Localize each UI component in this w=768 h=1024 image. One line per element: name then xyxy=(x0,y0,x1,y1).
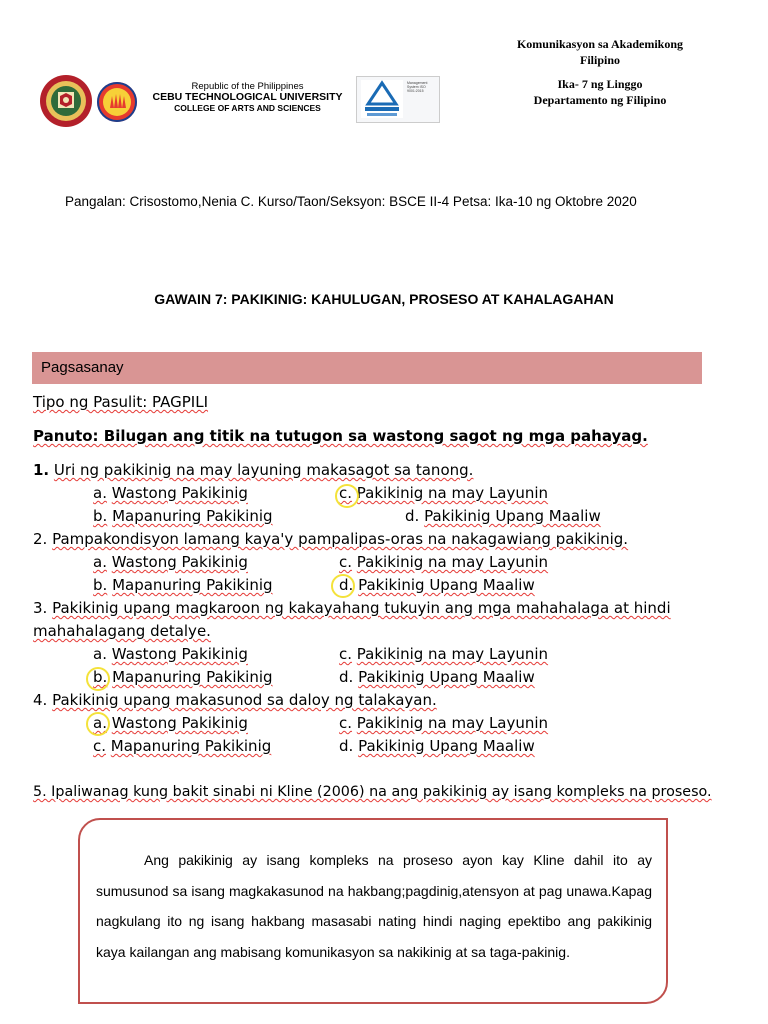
question-3: 3. Pakikinig upang magkaroon ng kakayahang tukuyin ang mga mahahalaga at hindi xyxy=(33,599,671,617)
asean-emblem-icon xyxy=(96,81,138,123)
certification-text: Management System ISO 9001:2015 xyxy=(407,81,428,94)
q1-option-b[interactable]: b. Mapanuring Pakikinig xyxy=(93,507,273,525)
q3-option-b[interactable]: b. Mapanuring Pakikinig xyxy=(93,668,273,686)
tuv-certification-icon xyxy=(361,80,403,118)
q1-option-d[interactable]: d. Pakikinig Upang Maaliw xyxy=(405,507,601,525)
department-label: Departamento ng Filipino xyxy=(533,93,667,107)
instructions: Panuto: Bilugan ang titik na tutugon sa wastong sagot ng mga pahayag. xyxy=(33,427,648,445)
university-block xyxy=(140,81,355,114)
section-header-bar xyxy=(32,352,702,384)
course-title-line2: Filipino xyxy=(579,53,620,67)
college-name: COLLEGE OF ARTS AND SCIENCES xyxy=(174,103,321,113)
q4-option-a[interactable]: a. Wastong Pakikinig xyxy=(93,714,248,732)
q2-option-a[interactable]: a. Wastong Pakikinig xyxy=(93,553,248,571)
q3-answer-circle xyxy=(86,667,110,691)
question-3-continued: mahahalagang detalye. xyxy=(33,622,211,640)
q1-option-a[interactable]: a. Wastong Pakikinig xyxy=(93,484,248,502)
answer-box xyxy=(78,818,668,1004)
student-info: Pangalan: Crisostomo,Nenia C. Kurso/Taon/Seksyon: BSCE II-4 Petsa: Ika-10 ng Oktobre 2020 xyxy=(65,194,637,209)
question-4: 4. Pakikinig upang makasunod sa daloy ng talakayan. xyxy=(33,691,437,709)
q2-option-d[interactable]: d. Pakikinig Upang Maaliw xyxy=(339,576,535,594)
republic-label: Republic of the Philippines xyxy=(191,81,304,92)
course-title-line1: Komunikasyon sa Akademikong xyxy=(516,37,684,51)
q2-option-c[interactable]: c. Pakikinig na may Layunin xyxy=(339,553,549,571)
q4-option-c[interactable]: c. Pakikinig na may Layunin xyxy=(339,714,549,732)
course-header xyxy=(480,36,720,108)
q4-option-b[interactable]: c. Mapanuring Pakikinig xyxy=(93,737,272,755)
test-type: Tipo ng Pasulit: PAGPILI xyxy=(33,393,209,411)
q4-option-d[interactable]: d. Pakikinig Upang Maaliw xyxy=(339,737,535,755)
section-title: Pagsasanay xyxy=(41,359,124,376)
question-5: 5. Ipaliwanag kung bakit sinabi ni Kline (2006) na ang pakikinig ay isang kompleks na proseso. xyxy=(33,784,712,800)
iso-certification-badge xyxy=(356,76,440,123)
q3-option-c[interactable]: c. Pakikinig na may Layunin xyxy=(339,645,549,663)
q3-option-a[interactable]: a. Wastong Pakikinig xyxy=(93,645,248,663)
question-1: 1. Uri ng pakikinig na may layuning makasagot sa tanong. xyxy=(33,461,474,479)
q4-answer-circle xyxy=(86,712,110,736)
q3-option-d[interactable]: d. Pakikinig Upang Maaliw xyxy=(339,668,535,686)
answer-text: Ang pakikinig ay isang kompleks na proseso ayon kay Kline dahil ito ay sumusunod sa isang magkakasunod na hakbang;pagdinig,atensyon at pag unawa.Kapag nagkulang ito ng isang hakbang masasabi nating hindi naging epektibo ang pakikinig kaya kailangan ang mabisang komunikasyon sa nakikinig at sa taga-pakinig. xyxy=(96,852,652,960)
q2-option-b[interactable]: b. Mapanuring Pakikinig xyxy=(93,576,273,594)
ctu-seal-icon xyxy=(39,74,93,128)
activity-title: GAWAIN 7: PAKIKINIG: KAHULUGAN, PROSESO AT KAHALAGAHAN xyxy=(154,291,614,307)
q1-option-c[interactable]: c. Pakikinig na may Layunin xyxy=(339,484,549,502)
question-2: 2. Pampakondisyon lamang kaya'y pampalipas-oras na nakagawiang pakikinig. xyxy=(33,530,629,548)
q2-answer-circle xyxy=(331,574,355,598)
university-name: CEBU TECHNOLOGICAL UNIVERSITY xyxy=(152,91,343,103)
week-label: Ika- 7 ng Linggo xyxy=(557,77,643,91)
q1-answer-circle xyxy=(335,484,359,508)
